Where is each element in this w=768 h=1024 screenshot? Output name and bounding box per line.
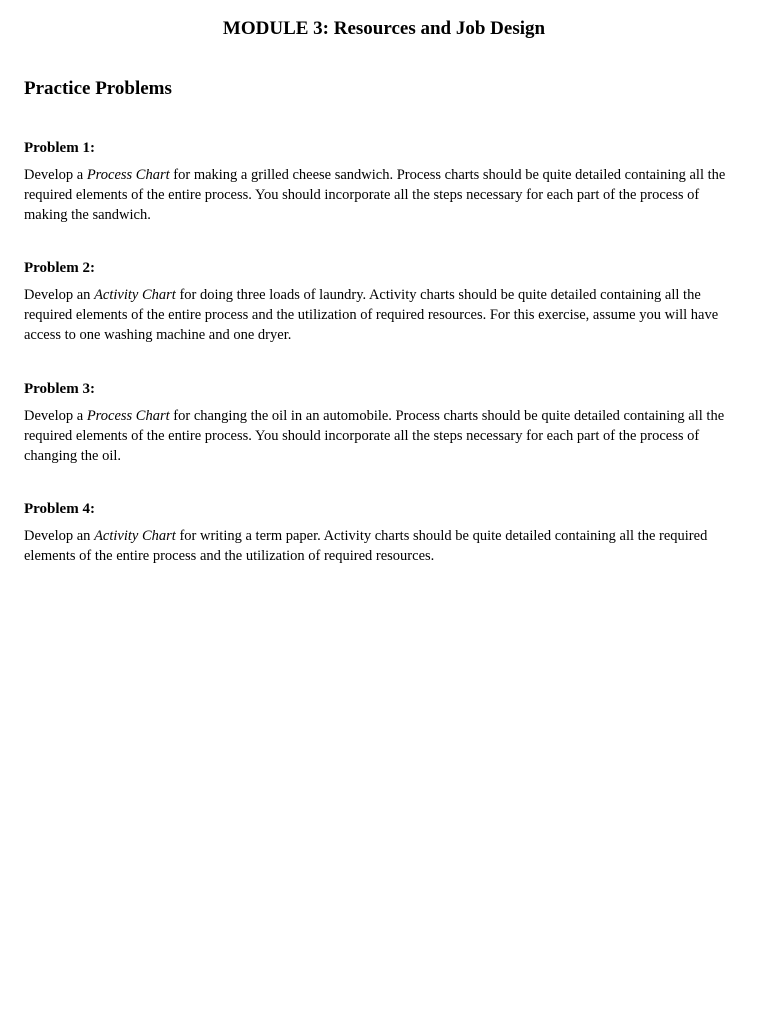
problem-heading: Problem 1:	[24, 140, 95, 156]
problem-text	[24, 406, 746, 466]
section-title: Practice Problems	[24, 78, 172, 99]
chart-type-term: Activity Chart	[94, 287, 176, 303]
problem-3	[24, 380, 746, 466]
problem-heading: Problem 3:	[24, 381, 95, 397]
problem-description: for changing the oil in an automobile. Process charts should be quite detailed containing all the required elements of the entire process. You should incorporate all the steps necessary for each part of the process of changing the oil.	[24, 408, 725, 464]
problem-text	[24, 165, 746, 225]
problem-description: for doing three loads of laundry. Activity charts should be quite detailed containing all the required elements of the entire process and the utilization of required resources. For this exercise, assume you will have access to one washing machine and one dryer.	[24, 287, 719, 343]
problem-intro: Develop a	[24, 167, 87, 183]
document-title: MODULE 3: Resources and Job Design	[222, 18, 546, 39]
problem-heading: Problem 4:	[24, 501, 95, 517]
chart-type-term: Activity Chart	[94, 528, 176, 544]
problem-2	[24, 259, 746, 345]
problem-description: for making a grilled cheese sandwich. Process charts should be quite detailed containing all the required elements of the entire process. You should incorporate all the steps necessary for each part of the process of making the sandwich.	[24, 167, 726, 223]
problem-text	[24, 526, 746, 566]
problem-intro: Develop a	[24, 408, 87, 424]
chart-type-term: Process Chart	[86, 408, 170, 424]
problem-heading: Problem 2:	[24, 260, 95, 276]
problem-intro: Develop an	[24, 287, 95, 303]
problem-text	[24, 285, 746, 345]
problem-4	[24, 500, 746, 566]
problem-1	[24, 139, 746, 225]
chart-type-term: Process Chart	[86, 167, 170, 183]
problem-intro: Develop an	[24, 528, 95, 544]
problem-description: for writing a term paper. Activity charts should be quite detailed containing all the required elements of the entire process and the utilization of required resources.	[24, 528, 708, 564]
